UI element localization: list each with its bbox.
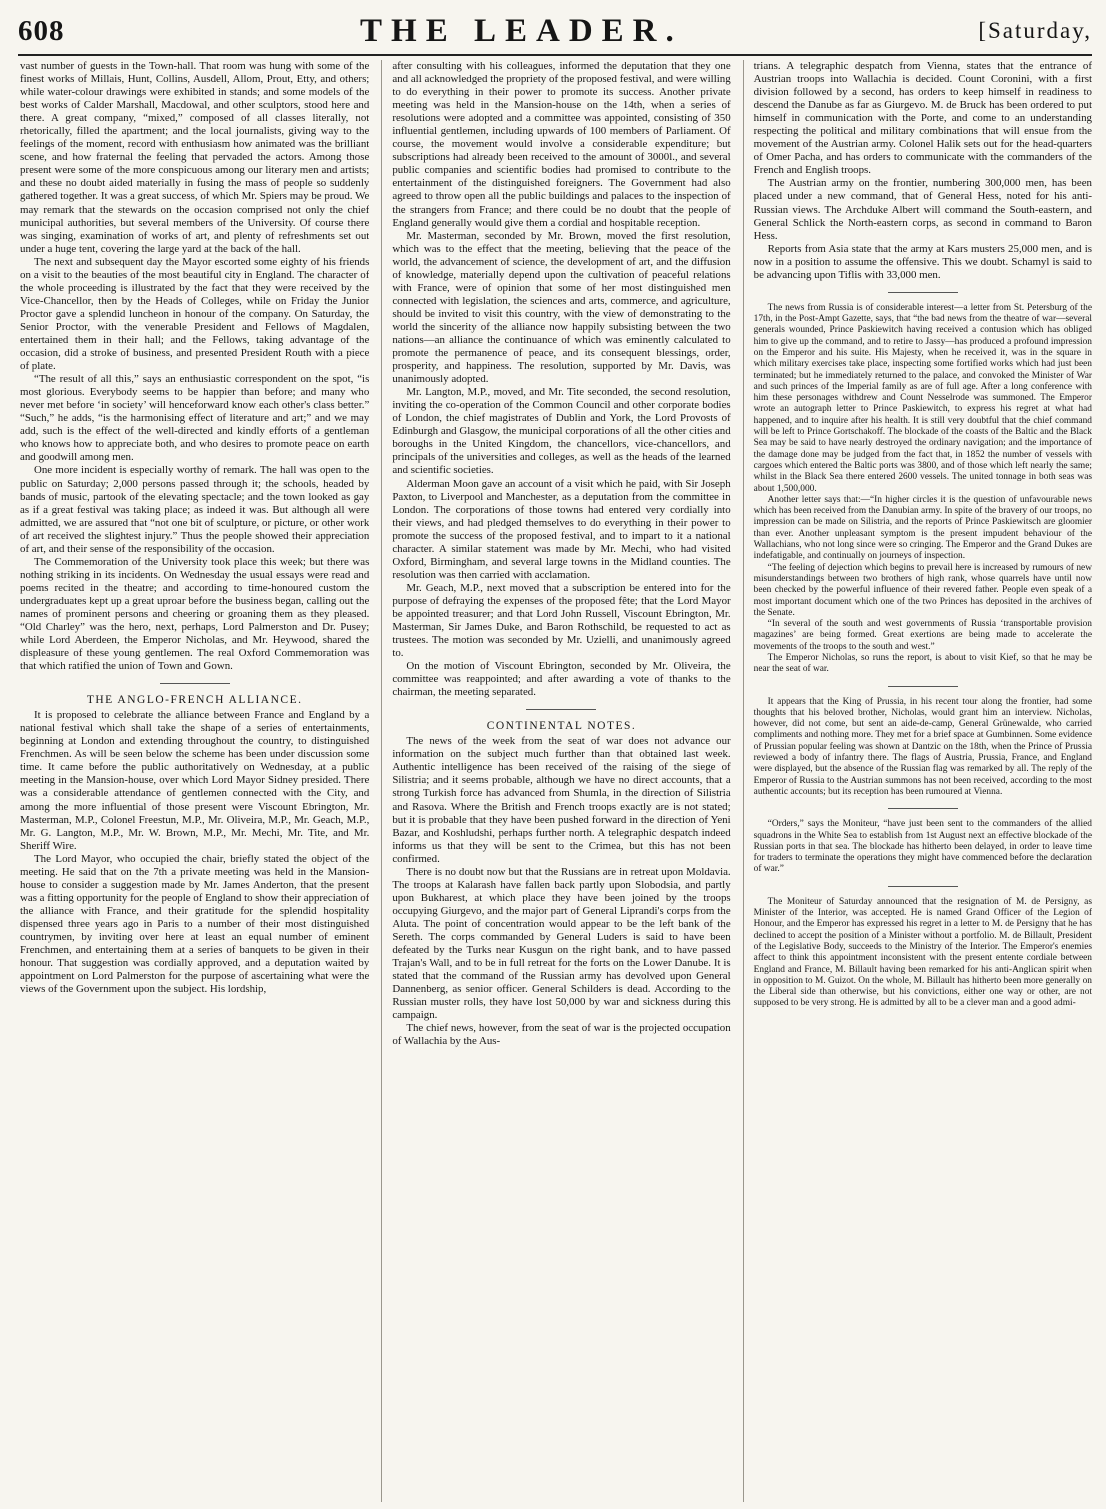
moniteur-news-block xyxy=(754,897,1092,1010)
section-divider xyxy=(888,292,958,293)
article-columns xyxy=(20,60,1092,1502)
paragraph: It is proposed to celebrate the alliance between France and England by a national festival which shall take the shape of a series of entertainments, beginning at London and extending throughout the country, to distinguished Frenchmen. As will be seen below the scheme has been under discussion some time. It came before the public authoritatively on Wednesday, at a public meeting in the Mansion-house, over which Lord Mayor Sidney presided. There was a considerable attendance of gentlemen connected with the City, and among the more influential of those present were Viscount Ebrington, Mr. Masterman, M.P., Colonel Freestun, M.P., Mr. Oliveira, M.P., Mr. Geach, M.P., Mr. G. Langton, M.P., Mr. W. Brown, M.P., Mr. Mechi, Mr. Tite, and Mr. Sheriff Wire. xyxy=(20,709,370,852)
paragraph: The Austrian army on the frontier, numbering 300,000 men, has been placed under a new command, that of General Hess, noted for his anti-Russian views. The Archduke Albert will command the South-eastern, and General Schlick the North-eastern corps, as second in command to Baron Hess. xyxy=(753,177,1092,242)
paragraph: One more incident is especially worthy of remark. The hall was open to the public on Saturday; 2,000 persons passed through it; the schools, headed by bands of music, partook of the elevating spectacle; and the town looked as gay as if a great festival was taking place; as indeed it was. But although all were admitted, we are assured that “not one bit of sculpture, or picture, or other work of art received the slightest injury.” Thus the people showed their appreciation of art, and their sense of the responsibility of the occasion. xyxy=(20,464,370,555)
paragraph: The Lord Mayor, who occupied the chair, briefly stated the object of the meeting. He said that on the 7th a private meeting was held in the Mansion-house to consider a suggestion made by Mr. James Anderton, that the present was a fitting opportunity for the people of England to show their appreciation of the alliance with France, and their gratitude for the splendid hospitality dispensed three years ago in Paris to a number of their most distinguished countrymen, by inviting over here at least an equal number of eminent Frenchmen, and entertaining them at a series of banquets to be given in their honour. That suggestion was cordially approved, and a deputation waited by appointment on Lord Palmerston for the purpose of ascertaining what were the views of the Government upon the subject. His lordship, xyxy=(20,852,370,996)
paragraph: “The result of all this,” says an enthusiastic correspondent on the spot, “is most glorious. Everybody seems to be happier than before; and many who never met before ‘in society’ will henceforward know each other's class better.” “Such,” he adds, “is the harmonising effect of literature and art;” and we may add, such is the effect of the well-directed and kindly efforts of a gentleman who knows how to appreciate both, and who desires to promote peace on earth and goodwill among men. xyxy=(20,373,370,464)
paragraph: Reports from Asia state that the army at Kars musters 25,000 men, and is now in a position to assume the offensive. This we doubt. Schamyl is said to be advancing upon Tiflis with 33,000 men. xyxy=(753,242,1092,281)
paragraph: On the motion of Viscount Ebrington, seconded by Mr. Oliveira, the committee was reappointed; and after awarding a vote of thanks to the chairman, the meeting separated. xyxy=(392,660,731,699)
section-divider xyxy=(888,686,958,687)
paragraph: Another letter says that:—“In higher circles it is the question of unfavourable news which has been received from the Danubian army. In spite of the bravery of our troops, no impression can be made on Silistria, and the reports of Prince Paskiewitsch are gloomier than ever. Another unpleasant symptom is the present impudent behaviour of the Wallachians, who not long since were so cringing. The Emperor and the Grand Dukes are indefatigable, and continually on journeys of inspection. xyxy=(753,494,1092,562)
paragraph: “The feeling of dejection which begins to prevail here is increased by rumours of new misunderstandings between two brothers of high rank, whose quarrels have until now been checked by the powerful influence of their revered father. People even speak of a most important document which one of the two Princes has deposited in the archives of the Senate. xyxy=(753,562,1092,618)
paragraph: The Emperor Nicholas, so runs the report, is about to visit Kief, so that he may be near the seat of war. xyxy=(753,653,1092,675)
paragraph: vast number of guests in the Town-hall. That room was hung with some of the finest works of Millais, Hunt, Collins, Ausdell, Allom, Prout, Etty, and others; while water-colour drawings were exhibited in stands; and some models of the best works of Calder Marshall, Macdowal, and other sculptors, stood here and there. A great company, “mixed,” composed of all classes literally, not rhetorically, filled the apartment; and the local journalists, giving way to the feelings of the moment, record with enthusiasm how animated was the brilliant scene, and how fraternal the feeling that pervaded the actors. Among those present were some of the more conspicuous among our literary men and artists; and these no doubt aided materially in fusing the mass of people so suddenly gathered together. It was a great success, of which Mr. Spiers may be proud. We may remark that the stewards on the occasion comprised not only the chief municipal authorities, but several members of the University. Of course there was singing, examination of works of art, and plenty of refreshments set out under a huge tent, covering the large yard at the back of the hall. xyxy=(20,60,370,255)
section-heading: CONTINENTAL NOTES. xyxy=(486,720,637,733)
section-heading: THE ANGLO-FRENCH ALLIANCE. xyxy=(86,694,303,707)
paragraph: The news from Russia is of considerable interest—a letter from St. Petersburg of the 17th, in the Post-Ampt Gazette, says, that “the bad news from the theatre of war—several generals wounded, Prince Paskiewitch having received a contusion which has obliged him to give up the command, and to retire to Jassy—has produced a profound impression on the Emperor and his suite. His Majesty, when he received it, was in the square in which military exercises take place, inspecting some fortified works which had just been terminated; but he immediately returned to the palace, and convoked the Minister of War and such princes of the Imperial family as are of full age. After a long conference with him these personages withdrew and Count Nesselrode was summoned. The Emperor wrote an autograph letter to Prince Paskiewitch, to express his regret at what had happened, and to inquire after his health. It is still very doubtful that the chief command will be left to Prince Gortschakoff. The blockade of the coasts of the Baltic and the Black Sea may be said to have nearly destroyed the ordinary navigation; and the importance of the damage done may be judged from the fact that, in 1852 the number of vessels with cargoes which entered the Baltic ports was 3800, and of those which left nearly the same; whilst in the Black Sea there entered 2600 vessels. The united tonnage in both seas was about 1,500,000. xyxy=(753,302,1092,494)
page-number: 608 xyxy=(18,14,65,47)
paragraph: The Commemoration of the University took place this week; but there was nothing striking in its incidents. On Wednesday the usual essays were read and poems recited in the theatre; and according to time-honoured custom the undergraduates kept up a great uproar before the business began, calling out the names of prominent persons and cheering or groaning them as they pleased. “Old Charley” was the hero, next, perhaps, Lord Palmerston and Dr. Pusey; while Lord Aberdeen, the Emperor Nicholas, and Mr. Heywood, shared the displeasure of these young gentlemen. The real Oxford Commemoration was that which ratified the union of Town and Gown. xyxy=(20,555,370,673)
column-2 xyxy=(381,60,730,1502)
paragraph: The next and subsequent day the Mayor escorted some eighty of his friends on a visit to the beauties of the most beautiful city in England. The character of the whole proceeding is illustrated by the fact that they were received by the Vice-Chancellor, then by the Heads of Colleges, while on Friday the Junior Proctor gave a splendid luncheon in honour of the company. On Saturday, the Senior Proctor, with the venerable President and Fellows of Magdalen, entertained them in their hall; and the Fellows, taking advantage of the occasion, did a stroke of business, and presented President Routh with a piece of plate. xyxy=(20,255,370,373)
paragraph: The Moniteur of Saturday announced that the resignation of M. de Persigny, as Minister of the Interior, was accepted. He is named Grand Officer of the Legion of Honour, and the Emperor has expressed his regret in a letter to M. de Persigny that he has declined to accept the position of a Minister without a portfolio. M. de Billault, President of the Legislative Body, succeeds to the Ministry of the Interior. The Emperor's enemies affect to think this appointment inconsistent with the present entente cordiale between England and France, M. Billault having been remarked for his anti-Anglican spirit when in opposition to M. Guizot. On the whole, M. Billault has hitherto been more generally on the Liberal side than otherwise, but his convictions, either one way or other, are not supposed to be very strong. He is admitted by all to be a clever man and a good admi- xyxy=(753,896,1092,1009)
paragraph: There is no doubt now but that the Russians are in retreat upon Moldavia. The troops at Kalarash have fallen back partly upon Slobodsia, and partly upon Bukharest, at which place they have been joined by the troops occupying Giurgevo, and the major part of General Liprandi's corps from the Aluta. The point of concentration would appear to be the left bank of the Sereth. The corps commanded by General Luders is said to have been defeated by the Turks near Kusgun on the right bank, and to have passed Trajan's Wall, and to be in full retreat for the forts on the Lower Danube. It is stated that the command of the Russian army has devolved upon General Dannenberg, as senior officer. General Schilders is dead. According to the Russian muster rolls, they have lost 50,000 by war and sickness during this campaign. xyxy=(392,865,731,1022)
blockade-news-block xyxy=(754,819,1092,875)
paragraph: “Orders,” says the Moniteur, “have just been sent to the commanders of the allied squadrons in the White Sea to establish from 1st August next an effective blockade of the Russian ports in that sea. The blockade has hitherto been delayed, in order to leave time for traders to terminate the operations they might have commenced before the declaration of war.” xyxy=(753,819,1092,875)
section-divider xyxy=(160,683,230,684)
column-3 xyxy=(743,60,1092,1502)
newspaper-title: THE LEADER. xyxy=(360,12,683,49)
section-divider xyxy=(888,886,958,887)
paragraph: trians. A telegraphic despatch from Vienna, states that the entrance of Austrian troops into Wallachia is decided. Count Coronini, with a first division followed by a second, has orders to keep himself in readiness to descend the Danube as far as Giurgevo. M. de Bruck has been ordered to put himself in communication with the Porte, and come to an understanding respecting the political and military combinations that will ensue from the movement of the Austrian army. Colonel Halik sets out for the head-quarters of Omer Pacha, and has orders to communicate with the commanders of the French and English troops. xyxy=(753,60,1092,177)
paragraph: after consulting with his colleagues, informed the deputation that they one and all acknowledged the propriety of the proposed festival, and were willing to do everything in their power to promote its success. Another private meeting was held in the Mansion-house on the 14th, when a series of resolutions were adopted and a committee was appointed, consisting of 350 influential gentlemen, including upwards of 100 members of Parliament. Of course, the movement would involve a considerable expenditure; but subscriptions had already been received to the amount of 3000l., and several public companies and scientific bodies had promised to contribute to the entertainment of the distinguished foreigners. The Government had also agreed to throw open all the public buildings and palaces to the inspection of the strangers from France; and there could be no doubt that the people of England generally would give them a cordial and hospitable reception. xyxy=(392,60,731,229)
section-divider xyxy=(526,709,596,710)
paragraph: Mr. Geach, M.P., next moved that a subscription be entered into for the purpose of defraying the expenses of the proposed fête; that the Lord Mayor be appointed treasurer; and that Lord John Russell, Viscount Ebrington, Mr. Masterman, Sir James Duke, and Baron Rothschild, be requested to act as trustees. The motion was seconded by Mr. Uzielli, and unanimously agreed to. xyxy=(392,581,731,660)
paragraph: The news of the week from the seat of war does not advance our information on the subject much further than that obtained last week. Authentic intelligence has been received of the raising of the siege of Silistria; and it seems probable, although we have no direct accounts, that a strong Turkish force has advanced from Shumla, in the direction of Silistria and Rasova. Where the British and French troops exactly are is not stated; but it is probable that they have been pushed forward in the direction of Yeni Bazar, and Koshludshi, perhaps further north. A telegraphic despatch indeed informs us that they will be sent to the Crimea, but this has not been confirmed. xyxy=(392,735,731,865)
paragraph: The chief news, however, from the seat of war is the projected occupation of Wallachia by the Aus- xyxy=(392,1022,731,1048)
paragraph: It appears that the King of Prussia, in his recent tour along the frontier, had some thoughts that his beloved brother, Nicholas, would grant him an interview. Nicholas, however, did not come, but sent an aide-de-camp, General Grünewalde, who carried compliments and nothing more. They met for a brief space at Gumbinnen. Some evidence of Prussian popular feeling was shown at Dantzic on the 18th, when the Prince of Prussia reviewed a body of infantry there. The flags of Austria, Prussia, France, and England were displayed, but the absence of the Russian flag was remarked by all. The reply of the Emperor of Russia to the Austrian summons has not been received, according to the most authentic accounts; but its reception has been rumoured at Vienna. xyxy=(753,696,1092,797)
paragraph: Mr. Langton, M.P., moved, and Mr. Tite seconded, the second resolution, inviting the co-operation of the Common Council and other corporate bodies of London, the chief magistrates of Dublin and York, the Lord Provosts of Edinburgh and Glasgow, the municipal corporations of all the other cities and boroughs in the United Kingdom, the chancellors, vice-chancellors, and principals of the universities and colleges, as well as the heads of the learned and scientific societies. xyxy=(392,386,731,477)
column-1 xyxy=(20,60,369,1502)
issue-day: [Saturday, xyxy=(978,18,1092,43)
masthead xyxy=(18,8,1092,56)
prussia-news-block xyxy=(754,697,1092,799)
paragraph: “In several of the south and west governments of Russia ‘transportable provision magazines’ are being formed. Great exertions are being made to accelerate the movements of the troops to the south and west.” xyxy=(753,619,1092,652)
section-divider xyxy=(888,808,958,809)
paragraph: Mr. Masterman, seconded by Mr. Brown, moved the first resolution, which was to the effect that the meeting, believing that the peace of the world, the advancement of science, the development of art, and the diffusion of knowledge, materially depend upon the cultivation of peaceful relations with France, were of opinion that some of her most distinguished men connected with legislation, the sciences and arts, commerce, and agriculture, should be invited to visit this country, with the view of demonstrating to the world the sincerity of the alliance now happily subsisting between the two nations—an alliance the continuance of which was eminently calculated to promote the permanence of peace, and its consequent blessings, order, prosperity, and happiness. The resolution, supported by Mr. Davis, was unanimously adopted. xyxy=(392,229,731,386)
paragraph: Alderman Moon gave an account of a visit which he paid, with Sir Joseph Paxton, to Liverpool and Manchester, as a deputation from the committee in London. The corporations of those towns had entered very cordially into their views, and had pledged themselves to do everything in their power to promote the success of the proposed festival, and to impart to it a national character. A similar statement was made by Mr. Mechi, who had visited Oxford, Birmingham, and several large towns in the Midland counties. The resolution was then carried with acclamation. xyxy=(392,477,731,581)
russia-news-block xyxy=(754,303,1092,676)
